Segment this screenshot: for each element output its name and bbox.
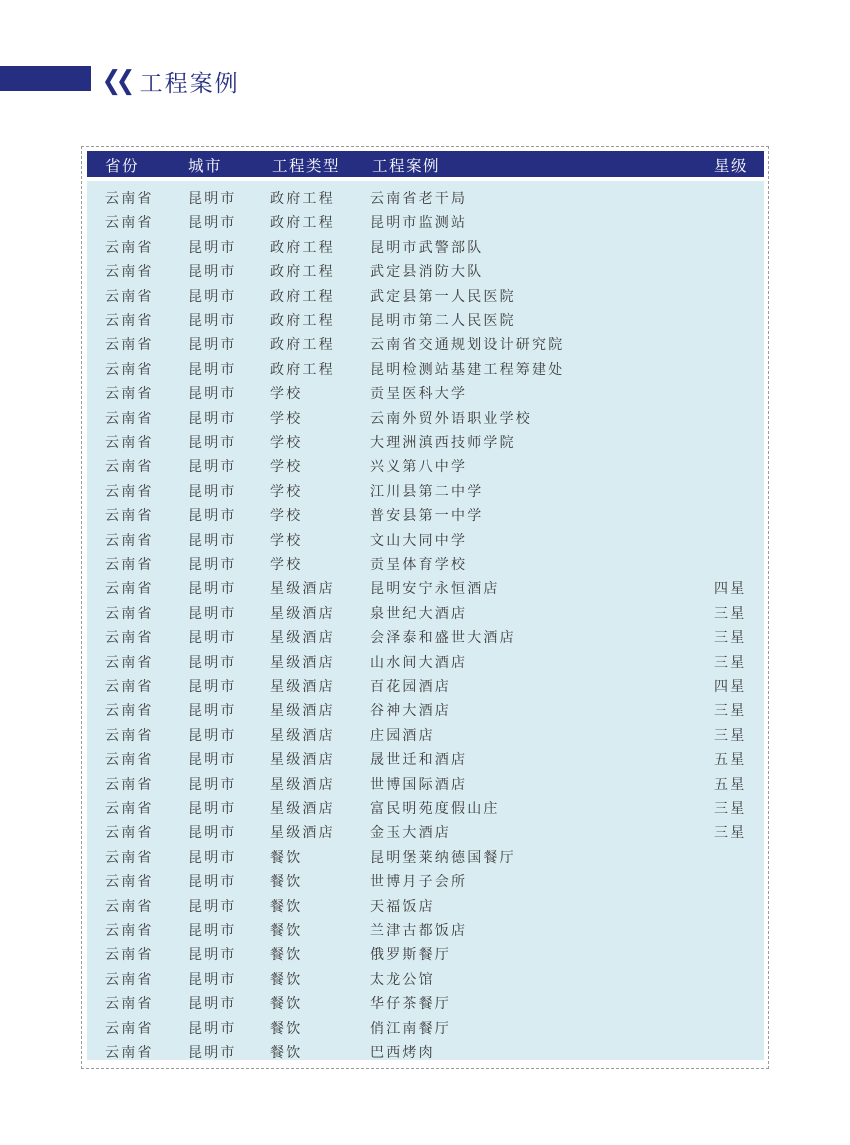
cell-stars: 五星	[714, 752, 747, 769]
cell-type: 星级酒店	[270, 801, 335, 817]
cell-province: 云南省	[105, 313, 154, 329]
cell-type: 星级酒店	[270, 727, 335, 744]
cell-city: 昆明市	[188, 898, 237, 915]
cell-province: 云南省	[105, 752, 154, 769]
cell-stars: 三星	[714, 727, 747, 744]
cell-city: 昆明市	[188, 532, 237, 549]
cell-city: 昆明市	[188, 801, 237, 817]
cell-stars: 四星	[714, 679, 747, 695]
cell-type: 餐饮	[270, 1045, 303, 1061]
cell-project: 昆明市监测站	[370, 215, 468, 232]
table-header	[87, 151, 764, 177]
cell-type: 学校	[270, 508, 303, 525]
cell-province: 云南省	[105, 508, 154, 525]
cell-city: 昆明市	[188, 313, 237, 329]
cell-type: 餐饮	[270, 849, 303, 866]
cell-type: 学校	[270, 532, 303, 549]
cell-project: 富民明苑度假山庄	[370, 801, 500, 817]
cell-type: 星级酒店	[270, 605, 335, 622]
cell-province: 云南省	[105, 630, 154, 647]
cell-type: 学校	[270, 459, 303, 476]
cell-type: 星级酒店	[270, 752, 335, 769]
cell-city: 昆明市	[188, 239, 237, 256]
cell-project: 世博国际酒店	[370, 776, 468, 793]
cell-city: 昆明市	[188, 776, 237, 793]
cell-project: 谷神大酒店	[370, 703, 451, 720]
cell-province: 云南省	[105, 239, 154, 256]
cell-project: 天福饭店	[370, 898, 435, 915]
header-stars: 星级	[714, 157, 749, 175]
cell-type: 学校	[270, 483, 303, 500]
cell-city: 昆明市	[188, 581, 237, 598]
cell-province: 云南省	[105, 947, 154, 964]
cell-type: 餐饮	[270, 971, 303, 988]
cell-city: 昆明市	[188, 971, 237, 988]
cell-type: 餐饮	[270, 1020, 303, 1037]
cell-type: 学校	[270, 557, 303, 573]
cell-province: 云南省	[105, 654, 154, 671]
cell-type: 星级酒店	[270, 776, 335, 793]
cell-city: 昆明市	[188, 679, 237, 695]
cell-city: 昆明市	[188, 1045, 237, 1061]
cell-type: 学校	[270, 410, 303, 427]
cell-city: 昆明市	[188, 191, 237, 207]
cell-project: 金玉大酒店	[370, 825, 451, 842]
cell-type: 政府工程	[270, 191, 335, 207]
table-row	[87, 233, 764, 257]
cell-project: 普安县第一中学	[370, 508, 484, 525]
table-row	[87, 330, 764, 354]
cell-city: 昆明市	[188, 264, 237, 281]
table-row	[87, 599, 764, 623]
header-city: 城市	[188, 157, 223, 175]
cell-project: 昆明安宁永恒酒店	[370, 581, 500, 598]
cell-project: 文山大同中学	[370, 532, 468, 549]
cell-project: 华仔茶餐厅	[370, 996, 451, 1013]
table-row	[87, 355, 764, 379]
cell-type: 星级酒店	[270, 654, 335, 671]
cell-type: 政府工程	[270, 215, 335, 232]
cell-city: 昆明市	[188, 459, 237, 476]
section-heading	[100, 64, 240, 98]
cell-project: 昆明堡莱纳德国餐厅	[370, 849, 516, 866]
table-row	[87, 818, 764, 842]
table-row	[87, 550, 764, 574]
cell-province: 云南省	[105, 874, 154, 891]
table-row	[87, 940, 764, 964]
cell-city: 昆明市	[188, 630, 237, 647]
table-row	[87, 623, 764, 647]
cell-city: 昆明市	[188, 825, 237, 842]
header-type: 工程类型	[272, 157, 341, 175]
cell-province: 云南省	[105, 386, 154, 403]
cell-city: 昆明市	[188, 288, 237, 305]
table-row	[87, 574, 764, 598]
table-row	[87, 1014, 764, 1038]
table-row	[87, 916, 764, 940]
cell-project: 云南外贸外语职业学校	[370, 410, 532, 427]
table-row	[87, 648, 764, 672]
cell-project: 泉世纪大酒店	[370, 605, 468, 622]
title-accent-bar	[0, 66, 91, 91]
cell-project: 会泽泰和盛世大酒店	[370, 630, 516, 647]
table-row	[87, 526, 764, 550]
cell-city: 昆明市	[188, 923, 237, 939]
cell-project: 俏江南餐厅	[370, 1020, 451, 1037]
cell-province: 云南省	[105, 410, 154, 427]
table-body	[87, 181, 764, 1060]
table-row	[87, 672, 764, 696]
table-row	[87, 452, 764, 476]
cell-stars: 五星	[714, 776, 747, 793]
cell-stars: 三星	[714, 825, 747, 842]
cell-province: 云南省	[105, 557, 154, 573]
cell-province: 云南省	[105, 483, 154, 500]
cell-city: 昆明市	[188, 752, 237, 769]
cell-type: 政府工程	[270, 239, 335, 256]
table-row	[87, 477, 764, 501]
cell-project: 武定县第一人民医院	[370, 288, 516, 305]
cell-province: 云南省	[105, 1020, 154, 1037]
cell-project: 太龙公馆	[370, 971, 435, 988]
cell-province: 云南省	[105, 727, 154, 744]
cell-province: 云南省	[105, 264, 154, 281]
cell-province: 云南省	[105, 849, 154, 866]
cell-city: 昆明市	[188, 1020, 237, 1037]
cell-type: 餐饮	[270, 898, 303, 915]
cell-project: 贡呈体育学校	[370, 557, 468, 573]
table-row	[87, 282, 764, 306]
cell-project: 世博月子会所	[370, 874, 468, 891]
cell-project: 山水间大酒店	[370, 654, 468, 671]
cell-province: 云南省	[105, 191, 154, 207]
cell-province: 云南省	[105, 996, 154, 1013]
cell-province: 云南省	[105, 801, 154, 817]
table-row	[87, 965, 764, 989]
table-row	[87, 770, 764, 794]
cell-project: 兰津古都饭店	[370, 923, 468, 939]
cell-project: 大理洲滇西技师学院	[370, 435, 516, 451]
table-row	[87, 1038, 764, 1062]
cell-type: 政府工程	[270, 288, 335, 305]
cell-city: 昆明市	[188, 703, 237, 720]
cell-province: 云南省	[105, 898, 154, 915]
table-row	[87, 306, 764, 330]
cell-project: 云南省交通规划设计研究院	[370, 337, 565, 354]
cell-type: 星级酒店	[270, 703, 335, 720]
cell-type: 星级酒店	[270, 679, 335, 695]
table-row	[87, 208, 764, 232]
cell-province: 云南省	[105, 679, 154, 695]
cell-city: 昆明市	[188, 508, 237, 525]
cell-type: 学校	[270, 386, 303, 403]
cell-province: 云南省	[105, 215, 154, 232]
cell-province: 云南省	[105, 923, 154, 939]
cell-type: 学校	[270, 435, 303, 451]
cell-city: 昆明市	[188, 874, 237, 891]
cell-city: 昆明市	[188, 410, 237, 427]
cell-type: 政府工程	[270, 313, 335, 329]
table-row	[87, 404, 764, 428]
cell-project: 云南省老干局	[370, 191, 468, 207]
cell-stars: 三星	[714, 654, 747, 671]
cell-type: 星级酒店	[270, 581, 335, 598]
cell-type: 餐饮	[270, 923, 303, 939]
cell-project: 庄园酒店	[370, 727, 435, 744]
table-row	[87, 696, 764, 720]
cell-province: 云南省	[105, 337, 154, 354]
cell-province: 云南省	[105, 288, 154, 305]
cell-project: 百花园酒店	[370, 679, 451, 695]
cell-city: 昆明市	[188, 435, 237, 451]
cell-province: 云南省	[105, 532, 154, 549]
cell-province: 云南省	[105, 581, 154, 598]
table-row	[87, 843, 764, 867]
cell-project: 江川县第二中学	[370, 483, 484, 500]
cell-city: 昆明市	[188, 727, 237, 744]
cell-province: 云南省	[105, 1045, 154, 1061]
cell-project: 武定县消防大队	[370, 264, 484, 281]
cell-project: 兴义第八中学	[370, 459, 468, 476]
table-row	[87, 428, 764, 452]
cell-province: 云南省	[105, 605, 154, 622]
cell-stars: 三星	[714, 605, 747, 622]
cell-city: 昆明市	[188, 361, 237, 378]
cell-city: 昆明市	[188, 337, 237, 354]
cell-type: 星级酒店	[270, 825, 335, 842]
cell-province: 云南省	[105, 703, 154, 720]
cell-city: 昆明市	[188, 947, 237, 964]
cell-type: 政府工程	[270, 337, 335, 354]
cell-type: 政府工程	[270, 361, 335, 378]
cell-type: 餐饮	[270, 874, 303, 891]
cell-province: 云南省	[105, 971, 154, 988]
cell-project: 晟世迁和酒店	[370, 752, 468, 769]
cell-project: 贡呈医科大学	[370, 386, 468, 403]
header-project: 工程案例	[372, 157, 441, 175]
cell-city: 昆明市	[188, 605, 237, 622]
cell-province: 云南省	[105, 776, 154, 793]
table-row	[87, 989, 764, 1013]
cell-city: 昆明市	[188, 215, 237, 232]
cell-project: 巴西烤肉	[370, 1045, 435, 1061]
table-row	[87, 892, 764, 916]
cell-city: 昆明市	[188, 557, 237, 573]
cell-type: 星级酒店	[270, 630, 335, 647]
cell-project: 昆明检测站基建工程筹建处	[370, 361, 565, 378]
cell-stars: 三星	[714, 801, 747, 817]
cell-city: 昆明市	[188, 483, 237, 500]
cell-type: 餐饮	[270, 996, 303, 1013]
table-row	[87, 184, 764, 208]
cell-city: 昆明市	[188, 849, 237, 866]
section-title: 工程案例	[139, 70, 240, 97]
cell-type: 政府工程	[270, 264, 335, 281]
cell-city: 昆明市	[188, 386, 237, 403]
cell-project: 昆明市武警部队	[370, 239, 484, 256]
table-row	[87, 379, 764, 403]
table-row	[87, 721, 764, 745]
cell-project: 俄罗斯餐厅	[370, 947, 451, 964]
cell-province: 云南省	[105, 825, 154, 842]
cell-province: 云南省	[105, 435, 154, 451]
table-row	[87, 867, 764, 891]
table-row	[87, 794, 764, 818]
cell-stars: 三星	[714, 703, 747, 720]
cell-project: 昆明市第二人民医院	[370, 313, 516, 329]
cell-stars: 三星	[714, 630, 747, 647]
cell-type: 餐饮	[270, 947, 303, 964]
table-row	[87, 501, 764, 525]
table-row	[87, 745, 764, 769]
cell-province: 云南省	[105, 459, 154, 476]
table-row	[87, 257, 764, 281]
cell-city: 昆明市	[188, 996, 237, 1013]
header-province: 省份	[105, 157, 140, 175]
cell-province: 云南省	[105, 361, 154, 378]
cell-city: 昆明市	[188, 654, 237, 671]
double-chevron-left-icon: ❮❮	[101, 66, 130, 96]
cell-stars: 四星	[714, 581, 747, 598]
